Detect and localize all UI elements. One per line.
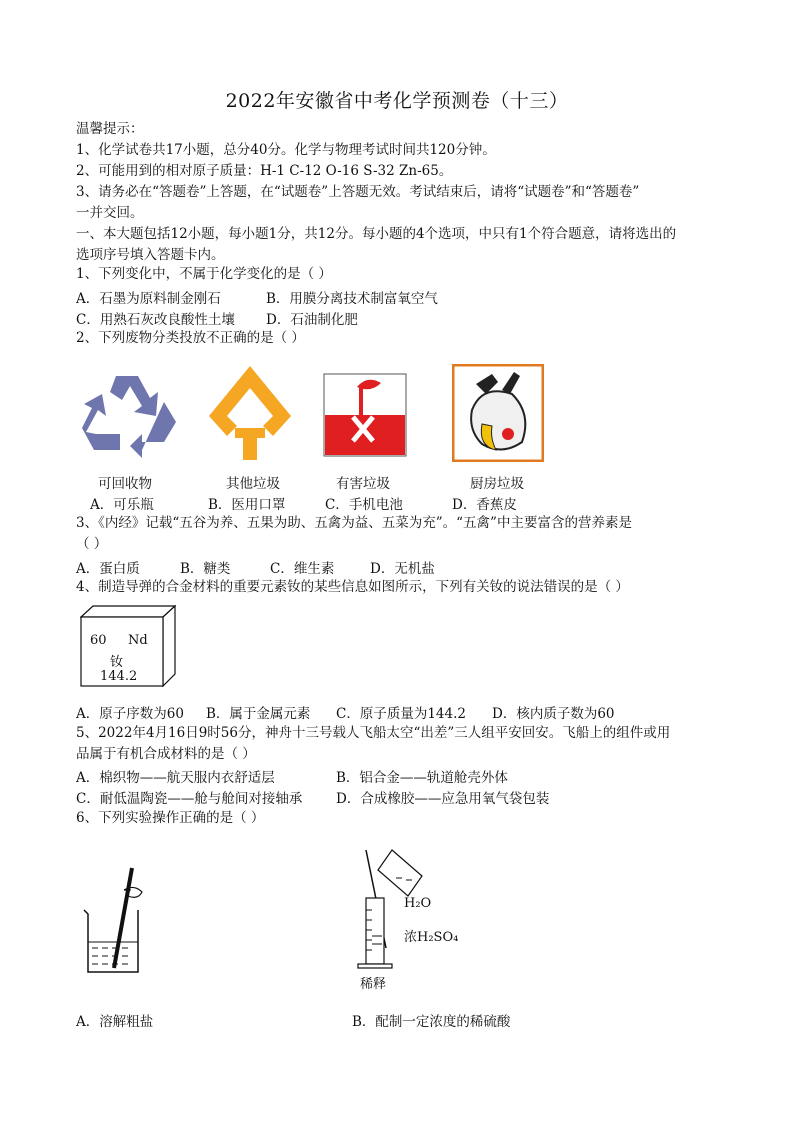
section-intro: 一、本大题包括12小题，每小题1分，共12分。每小题的4个选项，中只有1个符合题意，请将选出的 <box>76 226 677 242</box>
bin-label-harmful: 有害垃圾 <box>336 476 390 492</box>
section-intro-cont: 选项序号填入答题卡内。 <box>76 247 225 263</box>
q2-option-c: C．手机电池 <box>325 497 403 513</box>
q4-option-a: A．原子序数为60 <box>76 706 184 722</box>
q1-option-d: D．石油制化肥 <box>266 312 358 328</box>
label-dilute: 稀释 <box>360 977 387 992</box>
q5-stem-cont: 品属于有机合成材料的是（ ） <box>76 746 256 762</box>
element-symbol: Nd <box>128 633 148 648</box>
q3-stem: 3、《内经》记载“五谷为养、五果为助、五禽为益、五菜为充”。“五禽”中主要富含的营养素是 <box>76 515 632 531</box>
kitchen-waste-icon <box>452 364 544 462</box>
bin-label-kitchen: 厨房垃圾 <box>470 476 524 492</box>
q4-option-b: B．属于金属元素 <box>206 706 311 722</box>
other-waste-icon <box>207 364 293 462</box>
q6-option-a: A．溶解粗盐 <box>76 1014 154 1030</box>
element-number: 60 <box>90 633 107 648</box>
label-water: H₂O <box>404 896 432 911</box>
element-name: 钕 <box>110 655 124 670</box>
q2-option-a: A．可乐瓶 <box>90 497 154 513</box>
q3-option-d: D．无机盐 <box>370 561 435 577</box>
q3-option-a: A．蛋白质 <box>76 561 140 577</box>
q2-option-b: B．医用口罩 <box>208 497 286 513</box>
q5-option-b: B．铝合金——轨道舱壳外体 <box>336 770 508 786</box>
element-card <box>80 605 176 687</box>
q3-option-b: B．糖类 <box>180 561 231 577</box>
q2-option-d: D．香蕉皮 <box>452 497 517 513</box>
recycle-icon <box>80 370 180 460</box>
tips-heading: 温馨提示： <box>76 121 144 137</box>
harmful-waste-icon <box>323 373 407 457</box>
q6-stem: 6、下列实验操作正确的是（ ） <box>76 810 265 826</box>
q4-stem: 4、制造导弹的合金材料的重要元素钕的某些信息如图所示，下列有关钕的说法错误的是（ ） <box>76 579 629 595</box>
tip-1: 1、化学试卷共17小题，总分40分。化学与物理考试时间共120分钟。 <box>76 142 496 158</box>
dilution-cylinder-figure <box>352 848 432 974</box>
tip-3-cont: 一并交回。 <box>76 205 144 221</box>
q4-option-c: C．原子质量为144.2 <box>336 706 466 722</box>
q3-option-c: C．维生素 <box>270 561 335 577</box>
tip-2: 2、可能用到的相对原子质量：H-1 C-12 O-16 S-32 Zn-65。 <box>76 163 453 179</box>
element-mass: 144.2 <box>100 669 138 684</box>
dissolving-beaker-figure <box>78 860 168 980</box>
q5-option-a: A．棉织物——航天服内衣舒适层 <box>76 770 275 786</box>
q5-option-c: C．耐低温陶瓷——舱与舱间对接轴承 <box>76 791 303 807</box>
page-title: 2022年安徽省中考化学预测卷（十三） <box>225 90 569 112</box>
q2-stem: 2、下列废物分类投放不正确的是（ ） <box>76 330 305 346</box>
q4-option-d: D．核内质子数为60 <box>492 706 615 722</box>
bin-label-other: 其他垃圾 <box>226 476 280 492</box>
tip-3: 3、请务必在“答题卷”上答题，在“试题卷”上答题无效。考试结束后，请将“试题卷”和“答题卷” <box>76 184 640 200</box>
q6-option-b: B．配制一定浓度的稀硫酸 <box>352 1014 511 1030</box>
q1-stem: 1、下列变化中，不属于化学变化的是（ ） <box>76 266 332 282</box>
q1-option-b: B．用膜分离技术制富氧空气 <box>266 291 438 307</box>
label-concentrated-acid: 浓H₂SO₄ <box>404 930 459 945</box>
q5-stem: 5、2022年4月16日9时56分，神舟十三号载人飞船太空“出差”三人组平安回安。飞船上的组件或用 <box>76 725 671 741</box>
q1-option-a: A．石墨为原料制金刚石 <box>76 291 221 307</box>
q5-option-d: D．合成橡胶——应急用氧气袋包装 <box>336 791 550 807</box>
q1-option-c: C．用熟石灰改良酸性土壤 <box>76 312 235 328</box>
q3-stem-cont: （ ） <box>76 536 108 552</box>
bin-label-recyclable: 可回收物 <box>98 476 152 492</box>
